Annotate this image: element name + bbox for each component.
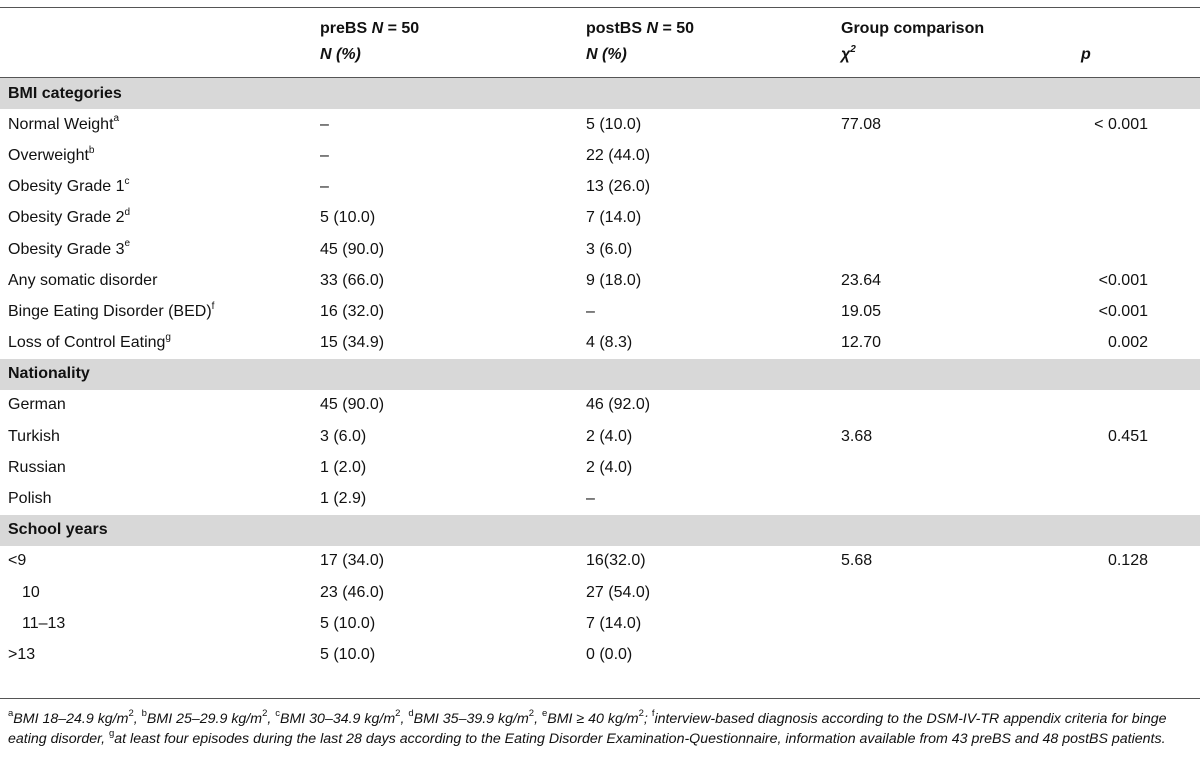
pre-value: 45 (90.0) — [320, 396, 385, 414]
results-table — [0, 7, 1200, 671]
table-row — [0, 172, 1200, 203]
post-value: 27 (54.0) — [586, 583, 651, 601]
section-row — [0, 78, 1200, 110]
section-row — [0, 515, 1200, 546]
p-value: <0.001 — [1098, 271, 1148, 289]
p-value — [1081, 577, 1200, 608]
pre-value: 1 (2.0) — [320, 458, 367, 476]
footnote-mark: d — [408, 708, 414, 720]
header-chi-square — [841, 40, 1081, 78]
p-value — [1081, 608, 1200, 639]
chi-square-value — [841, 390, 1081, 421]
pre-n-symbol: N — [371, 20, 384, 37]
pre-value: 45 (90.0) — [320, 240, 385, 258]
footnote-mark: a — [8, 708, 14, 720]
row-label-cell — [0, 296, 320, 327]
footnote-marker: b — [88, 144, 95, 156]
table-row — [0, 203, 1200, 234]
table-row — [0, 608, 1200, 639]
footnote-b: BMI 25–29.9 kg/m — [146, 711, 263, 727]
row-label: 11–13 — [22, 614, 66, 632]
table-row — [0, 639, 1200, 670]
p-value: <0.001 — [1098, 302, 1148, 320]
footnote-marker: c — [124, 175, 130, 187]
footnote-f: interview-based diagnosis according to the DSM-IV-TR appendix criteria for binge eating disorder, — [8, 711, 1167, 747]
section-row — [0, 359, 1200, 390]
post-value: 46 (92.0) — [586, 396, 651, 414]
post-value: – — [586, 302, 595, 320]
table-row — [0, 546, 1200, 577]
chi-square-value — [841, 140, 1081, 171]
chi-square-value — [841, 577, 1081, 608]
row-label: Obesity Grade 1 — [8, 178, 125, 196]
p-value: 0.128 — [1107, 552, 1148, 570]
post-value: 2 (4.0) — [586, 458, 633, 476]
footnote-mark: g — [108, 728, 115, 740]
table-row — [0, 140, 1200, 171]
chi-square-value — [841, 639, 1081, 670]
footnote-mark: e — [541, 708, 548, 720]
row-label-cell — [0, 546, 320, 577]
row-label-cell — [0, 140, 320, 171]
pre-value: 33 (66.0) — [320, 271, 385, 289]
section-title: Nationality — [0, 359, 1200, 390]
table-footnote — [8, 709, 1194, 749]
header-post-sub: N (%) — [586, 40, 841, 78]
footnote-mark: b — [141, 708, 147, 720]
pre-group-label: preBS — [320, 20, 368, 37]
footnote-marker: a — [113, 113, 120, 125]
table-row — [0, 483, 1200, 514]
table-row — [0, 296, 1200, 327]
row-label: Any somatic disorder — [8, 271, 158, 289]
p-value — [1081, 203, 1200, 234]
table-row — [0, 109, 1200, 140]
chi-square-value: 12.70 — [841, 334, 882, 352]
row-label-cell — [0, 328, 320, 359]
footnote-exponent: 2 — [395, 708, 401, 720]
post-value: 3 (6.0) — [586, 240, 633, 258]
chi-symbol: χ — [841, 46, 851, 63]
table-row — [0, 265, 1200, 296]
footnote-exponent: 2 — [638, 708, 644, 720]
row-label: 10 — [22, 583, 40, 601]
table-row — [0, 234, 1200, 265]
section-title: BMI categories — [0, 78, 1200, 110]
header-p-value: p — [1081, 40, 1200, 78]
row-label-cell — [0, 234, 320, 265]
p-value: 0.451 — [1107, 427, 1148, 445]
p-value — [1081, 390, 1200, 421]
footnote-mark: f — [651, 708, 655, 720]
p-value — [1081, 452, 1200, 483]
chi-square-value — [841, 234, 1081, 265]
row-label: Russian — [8, 458, 66, 476]
chi-square-value — [841, 172, 1081, 203]
row-label: Obesity Grade 3 — [8, 240, 125, 258]
post-value: 7 (14.0) — [586, 614, 642, 632]
chi-square-value: 5.68 — [841, 552, 873, 570]
footnote-exponent: 2 — [528, 708, 535, 720]
table-row — [0, 452, 1200, 483]
row-label-cell — [0, 265, 320, 296]
header-pre-sub: N (%) — [320, 40, 586, 78]
pre-value: – — [320, 115, 329, 133]
chi-square-value — [841, 452, 1081, 483]
pre-value: 15 (34.9) — [320, 334, 385, 352]
chi-square-value — [841, 203, 1081, 234]
post-value: 22 (44.0) — [586, 146, 651, 164]
header-row-groups — [0, 7, 1200, 40]
chi-square-value — [841, 608, 1081, 639]
p-value: 0.002 — [1107, 334, 1148, 352]
row-label-cell — [0, 639, 320, 670]
chi-square-value: 3.68 — [841, 427, 873, 445]
footnote-separator: ; — [643, 711, 652, 727]
pre-value: – — [320, 178, 329, 196]
footnote-separator: , — [133, 711, 142, 727]
p-value — [1081, 234, 1200, 265]
chi-square-value — [841, 483, 1081, 514]
post-value: 4 (8.3) — [586, 334, 633, 352]
table-row — [0, 577, 1200, 608]
footnote-separator: , — [534, 711, 542, 727]
pre-value: – — [320, 146, 329, 164]
row-label-cell — [0, 452, 320, 483]
footnote-e: BMI ≥ 40 kg/m — [547, 711, 639, 727]
row-label: Loss of Control Eating — [8, 334, 166, 352]
post-value: – — [586, 490, 595, 508]
post-value: 13 (26.0) — [586, 178, 651, 196]
p-value — [1081, 639, 1200, 670]
pre-value: 3 (6.0) — [320, 427, 367, 445]
header-group-comparison: Group comparison — [841, 20, 985, 37]
table-body — [0, 78, 1200, 671]
row-label: Binge Eating Disorder (BED) — [8, 302, 212, 320]
row-label-cell — [0, 577, 320, 608]
row-label: Overweight — [8, 146, 89, 164]
post-value: 5 (10.0) — [586, 115, 642, 133]
footnote-marker: e — [124, 238, 131, 250]
header-empty-cell — [0, 40, 320, 78]
header-post-group — [586, 7, 841, 40]
pre-value: 23 (46.0) — [320, 583, 385, 601]
row-label-cell — [0, 390, 320, 421]
footnote-d: BMI 35–39.9 kg/m — [413, 711, 529, 727]
pre-value: 5 (10.0) — [320, 209, 376, 227]
row-label-cell — [0, 421, 320, 452]
header-empty-cell — [0, 7, 320, 40]
footnote-separator: , — [400, 711, 409, 727]
footnote-exponent: 2 — [262, 708, 268, 720]
post-n-value: = 50 — [662, 20, 695, 37]
footnote-mark: c — [275, 708, 280, 720]
post-value: 0 (0.0) — [586, 645, 633, 663]
row-label: Polish — [8, 490, 52, 508]
chi-square-value: 77.08 — [841, 115, 882, 133]
section-title: School years — [0, 515, 1200, 546]
pre-value: 5 (10.0) — [320, 645, 376, 663]
pre-n-value: = 50 — [387, 20, 420, 37]
p-value — [1081, 483, 1200, 514]
post-value: 16(32.0) — [586, 552, 646, 570]
row-label: Obesity Grade 2 — [8, 209, 125, 227]
row-label: <9 — [8, 552, 27, 570]
post-value: 2 (4.0) — [586, 427, 633, 445]
row-label-cell — [0, 172, 320, 203]
header-row-stats — [0, 40, 1200, 78]
row-label: Turkish — [8, 427, 60, 445]
footnote-c: BMI 30–34.9 kg/m — [280, 711, 396, 727]
post-n-symbol: N — [646, 20, 659, 37]
header-pre-group — [320, 7, 586, 40]
post-value: 7 (14.0) — [586, 209, 642, 227]
post-group-label: postBS — [586, 20, 642, 37]
pre-value: 17 (34.0) — [320, 552, 385, 570]
post-value: 9 (18.0) — [586, 271, 642, 289]
footnote-g: at least four episodes during the last 28 days according to the Eating Disorder Examination-Questionnaire, information available from 43 preBS and 48 postBS patients. — [114, 731, 1166, 747]
pre-value: 1 (2.9) — [320, 490, 367, 508]
chi-square-value: 19.05 — [841, 302, 882, 320]
row-label: Normal Weight — [8, 115, 114, 133]
footnote-marker: f — [211, 300, 215, 312]
row-label-cell — [0, 483, 320, 514]
footnote-marker: g — [165, 331, 171, 343]
footnote-marker: d — [124, 207, 131, 219]
row-label-cell — [0, 109, 320, 140]
row-label-cell — [0, 203, 320, 234]
footnote-a: BMI 18–24.9 kg/m — [13, 711, 129, 727]
p-value — [1081, 140, 1200, 171]
footnote-separator: , — [267, 711, 276, 727]
pre-value: 16 (32.0) — [320, 302, 385, 320]
row-label-cell — [0, 608, 320, 639]
table-row — [0, 328, 1200, 359]
footnote-exponent: 2 — [128, 708, 134, 720]
p-value — [1081, 172, 1200, 203]
table-row — [0, 421, 1200, 452]
chi-square-value: 23.64 — [841, 271, 882, 289]
table-row — [0, 390, 1200, 421]
pre-value: 5 (10.0) — [320, 614, 376, 632]
table-bottom-rule — [0, 698, 1200, 699]
row-label: >13 — [8, 645, 36, 663]
row-label: German — [8, 396, 66, 414]
chi-exponent: 2 — [850, 43, 856, 55]
p-value: < 0.001 — [1094, 115, 1148, 133]
